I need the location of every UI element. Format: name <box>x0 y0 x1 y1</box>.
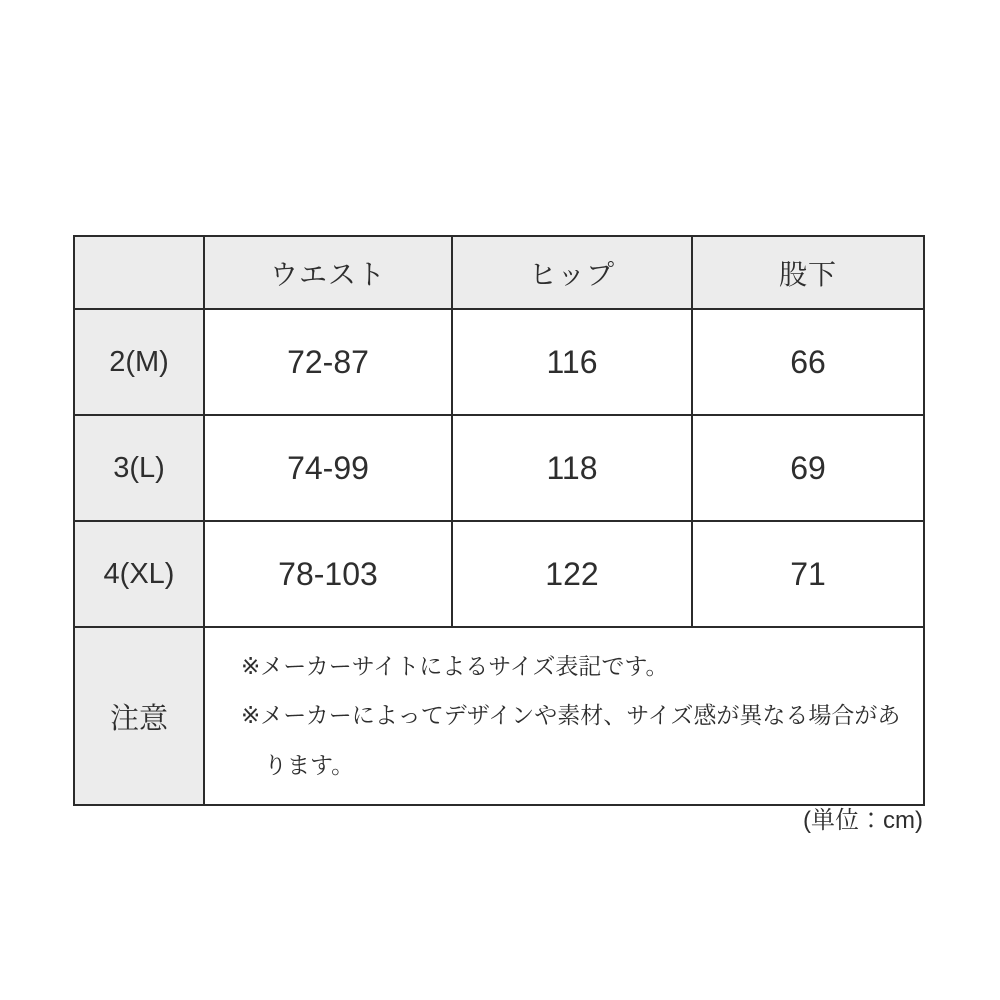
note-line-1: ※メーカーサイトによるサイズ表記です。 <box>241 652 669 679</box>
header-cell-waist: ウエスト <box>204 236 452 309</box>
unit-label: (単位：cm) <box>803 807 923 834</box>
cell-3l-inseam: 69 <box>692 415 924 521</box>
row-label-notes: 注意 <box>74 627 204 805</box>
cell-3l-waist: 74-99 <box>204 415 452 521</box>
cell-3l-hip: 118 <box>452 415 692 521</box>
row-label-size-4xl: 4(XL) <box>74 521 204 627</box>
cell-4xl-waist: 78-103 <box>204 521 452 627</box>
size-chart-table <box>73 235 925 806</box>
row-label-size-2m: 2(M) <box>74 309 204 415</box>
cell-2m-inseam: 66 <box>692 309 924 415</box>
cell-4xl-inseam: 71 <box>692 521 924 627</box>
table-row-size-2m <box>74 309 924 415</box>
size-chart <box>73 235 923 806</box>
note-line-2: ※メーカーによってデザインや素材、サイズ感が異なる場合があります。 <box>241 702 901 778</box>
cell-2m-waist: 72-87 <box>204 309 452 415</box>
table-header-row <box>74 236 924 309</box>
table-row-size-3l <box>74 415 924 521</box>
header-cell-hip: ヒップ <box>452 236 692 309</box>
table-row-notes <box>74 627 924 805</box>
cell-4xl-hip: 122 <box>452 521 692 627</box>
row-label-size-3l: 3(L) <box>74 415 204 521</box>
header-cell-blank <box>74 236 204 309</box>
table-row-size-4xl <box>74 521 924 627</box>
header-cell-inseam: 股下 <box>692 236 924 309</box>
cell-2m-hip: 116 <box>452 309 692 415</box>
notes-cell <box>204 627 924 805</box>
